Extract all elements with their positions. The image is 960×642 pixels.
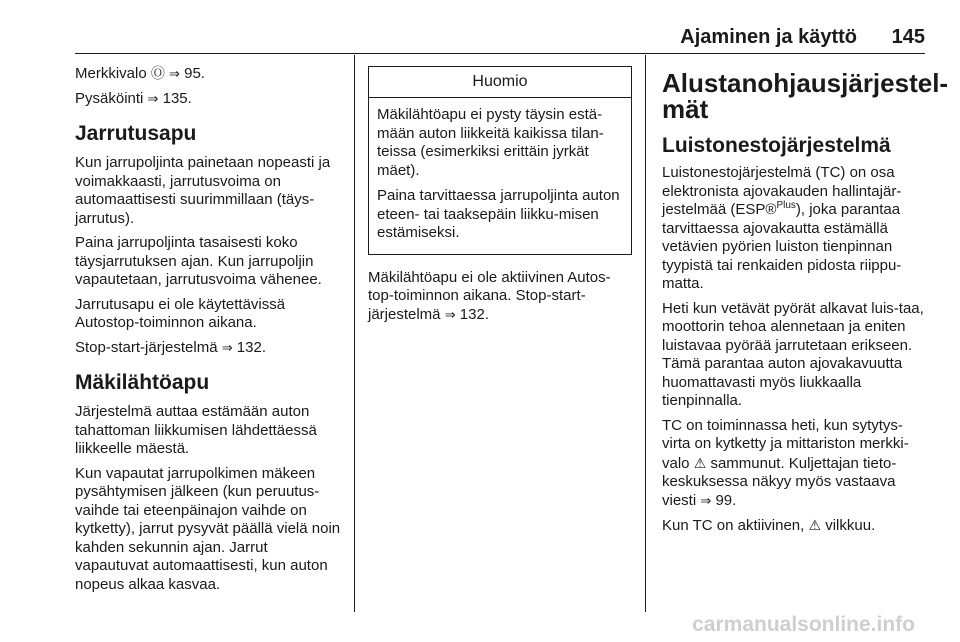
traction-control-icon: ⚠ <box>693 454 707 471</box>
arrow-ref-icon: ⇒ <box>169 66 180 81</box>
notice-box <box>368 66 632 255</box>
column-right <box>662 68 949 542</box>
header-rule <box>75 53 925 54</box>
indicator-light-icon: Ⓞ <box>150 65 165 81</box>
paragraph: Kun TC on aktiivinen, ⚠ vilkkuu. <box>662 517 876 534</box>
page-number: 145 <box>891 26 925 48</box>
paragraph: Kun vapautat jarrupolkimen mäkeen pysähtymisen jälkeen (kun peruutus-vaihde tai eteenpäinajon vaihde on kytketty), jarrut pysyvät päällä vielä noin kahden sekunnin ajan. Jarrut vapautuvat automaattisesti, kun auton nopeus alkaa kasvaa. <box>75 464 341 593</box>
notice-title: Huomio <box>369 67 631 98</box>
page-header <box>75 26 925 50</box>
paragraph: TC on toiminnassa heti, kun sytytys-virta on kytketty ja mittariston merkki-valo ⚠ sammunut. Kuljettajan tieto-keskuksessa näkyy myös vastaava viesti ⇒ 99. <box>662 416 909 509</box>
paragraph: Paina jarrupoljinta tasaisesti koko täysjarrutuksen ajan. Kun jarrupoljin vapautetaan, jarrutusvoima vähenee. <box>75 234 322 288</box>
warning-light-ref: Merkkivalo Ⓞ ⇒ 95. <box>75 65 205 82</box>
section-heading: Luistonestojärjestelmä <box>662 134 891 157</box>
paragraph: Kun jarrupoljinta painetaan nopeasti ja voimakkaasti, jarrutusvoima on automaattisesti suurimmillaan (täys-jarrutus). <box>75 154 331 227</box>
notice-paragraph: Paina tarvittaessa jarrupoljinta auton eteen- tai taaksepäin liikku-misen estämiseksi. <box>377 187 620 241</box>
chapter-title: Ajaminen ja käyttö <box>680 26 857 48</box>
paragraph: Luistonestojärjestelmä (TC) on osa elektronista ajovakauden hallintajär-jestelmää (ESP®$^{Plus}$), joka parantaa tarvittaessa ajovakautta estämällä vetävien pyörien luiston tienpinnan tyypistä tai renkaiden pidosta riippu-matta. <box>662 164 902 292</box>
section-heading: Mäkilähtöapu <box>75 371 210 394</box>
column-left <box>75 64 345 600</box>
parking-ref: Pysäköinti ⇒ 135. <box>75 89 192 107</box>
arrow-ref-icon: ⇒ <box>444 306 456 322</box>
paragraph: Jarrutusapu ei ole käytettävissä Autostop-toiminnon aikana. <box>75 295 286 331</box>
paragraph: Mäkilähtöapu ei ole aktiivinen Autos-top-toiminnon aikana. Stop-start-järjestelmä ⇒ 132. <box>368 268 611 323</box>
arrow-ref-icon: ⇒ <box>700 492 712 508</box>
watermark: carmanualsonline.info <box>692 613 915 636</box>
paragraph: Heti kun vetävät pyörät alkavat luis-taa, moottorin tehoa alennetaan ja eniten luistavaa pyörää jarrutetaan erikseen. Tämä parantaa auton ajovakavuutta huomattavasti myös liukkaalla tienpinnalla. <box>662 299 924 409</box>
column-middle <box>368 66 634 330</box>
chapter-heading: Alustanohjausjärjestel-mät <box>662 68 949 124</box>
section-heading: Jarrutusapu <box>75 122 197 145</box>
arrow-ref-icon: ⇒ <box>147 90 159 106</box>
column-divider-left <box>354 55 355 612</box>
arrow-ref-icon: ⇒ <box>221 339 233 355</box>
traction-control-icon: ⚠ <box>808 517 822 533</box>
paragraph: Järjestelmä auttaa estämään auton tahattoman liikkumisen lähdettäessä liikkeelle mäestä. <box>75 403 317 457</box>
stop-start-ref: Stop-start-järjestelmä ⇒ 132. <box>75 338 266 356</box>
notice-body <box>369 98 631 254</box>
column-divider-right <box>645 55 646 612</box>
notice-paragraph: Mäkilähtöapu ei pysty täysin estä-mään auton liikkeitä kaikissa tilan-teissa (esimerkiksi erittäin jyrkät mäet). <box>377 106 604 179</box>
